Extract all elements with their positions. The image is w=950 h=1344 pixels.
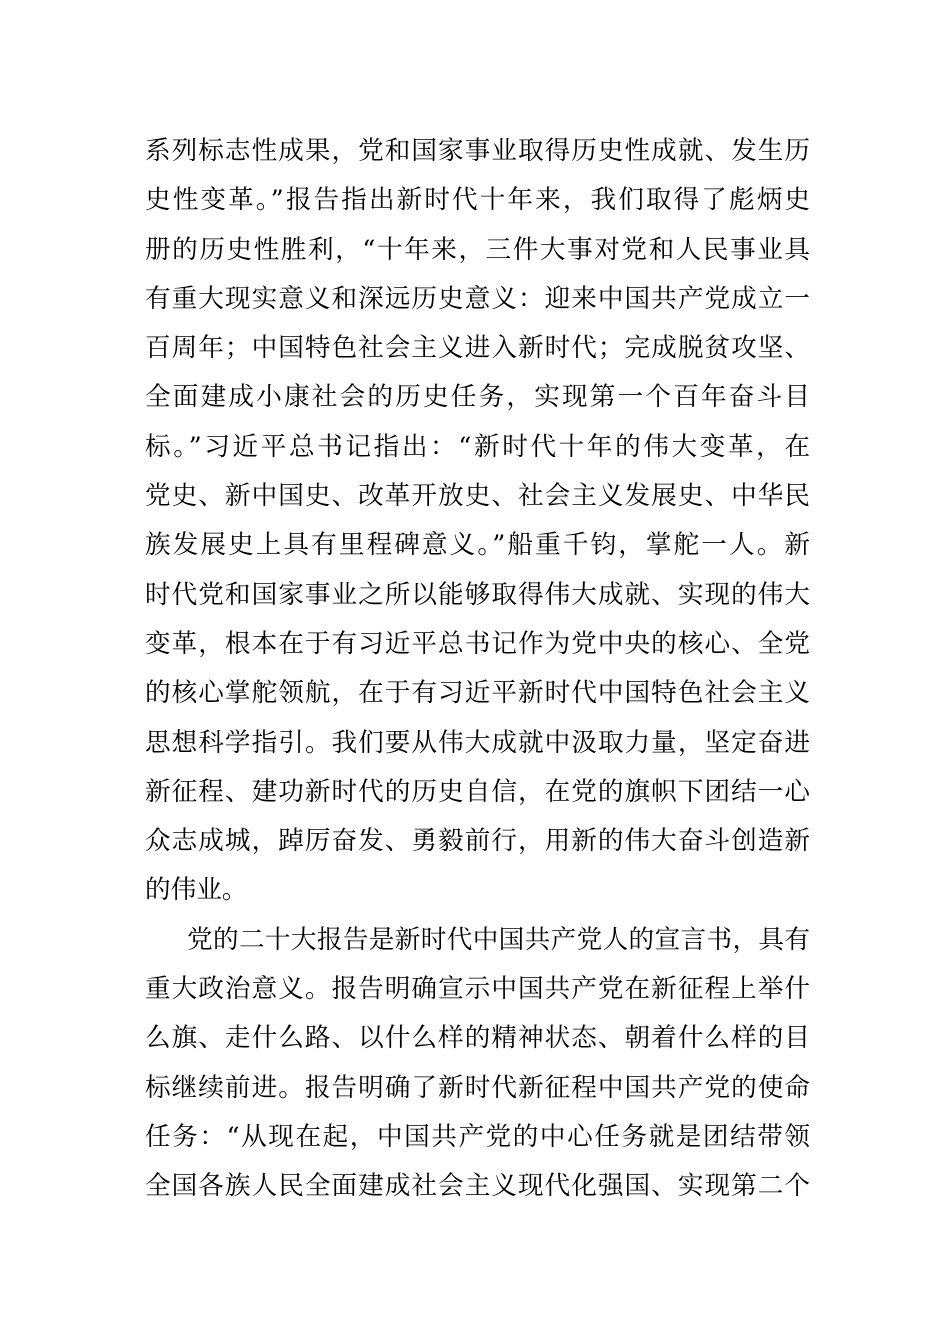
text-line: 标继续前进。报告明确了新时代新征程中国共产党的使命 [145, 1072, 810, 1103]
text-line: 众志成城，踔厉奋发、勇毅前行，用新的伟大奋斗创造新 [145, 826, 810, 857]
text-line: 党史、新中国史、改革开放史、社会主义发展史、中华民 [145, 481, 810, 512]
text-line: 么旗、走什么路、以什么样的精神状态、朝着什么样的目 [145, 1023, 810, 1054]
text-line: 新征程、建功新时代的历史自信，在党的旗帜下团结一心 [145, 776, 810, 807]
text-line: 标。”习近平总书记指出：“新时代十年的伟大变革，在 [145, 431, 810, 462]
text-line: 时代党和国家事业之所以能够取得伟大成就、实现的伟大 [145, 579, 810, 610]
text-line: 册的历史性胜利，“十年来，三件大事对党和人民事业具 [145, 234, 810, 265]
text-line: 族发展史上具有里程碑意义。”船重千钧，掌舵一人。新 [145, 530, 810, 561]
text-line: 全面建成小康社会的历史任务，实现第一个百年奋斗目 [145, 382, 810, 413]
text-line: 任务：“从现在起，中国共产党的中心任务就是团结带领 [145, 1121, 810, 1152]
text-line: 变革，根本在于有习近平总书记作为党中央的核心、全党 [145, 628, 810, 659]
text-line: 百周年；中国特色社会主义进入新时代；完成脱贫攻坚、 [145, 333, 810, 364]
text-line: 有重大现实意义和深远历史意义：迎来中国共产党成立一 [145, 283, 810, 314]
body-text [145, 127, 810, 1212]
text-line: 全国各族人民全面建成社会主义现代化强国、实现第二个 [145, 1171, 810, 1202]
text-line: 系列标志性成果，党和国家事业取得历史性成就、发生历 [145, 136, 810, 166]
text-line: 思想科学指引。我们要从伟大成就中汲取力量，坚定奋进 [145, 727, 810, 758]
text-line: 的核心掌舵领航，在于有习近平新时代中国特色社会主义 [145, 678, 810, 709]
paragraph-first-line: 党的二十大报告是新时代中国共产党人的宣言书，具有 [187, 924, 810, 955]
paragraph-end-line: 的伟业。 [145, 875, 248, 906]
text-line: 史性变革。”报告指出新时代十年来，我们取得了彪炳史 [145, 185, 810, 216]
text-line: 重大政治意义。报告明确宣示中国共产党在新征程上举什 [145, 974, 810, 1005]
